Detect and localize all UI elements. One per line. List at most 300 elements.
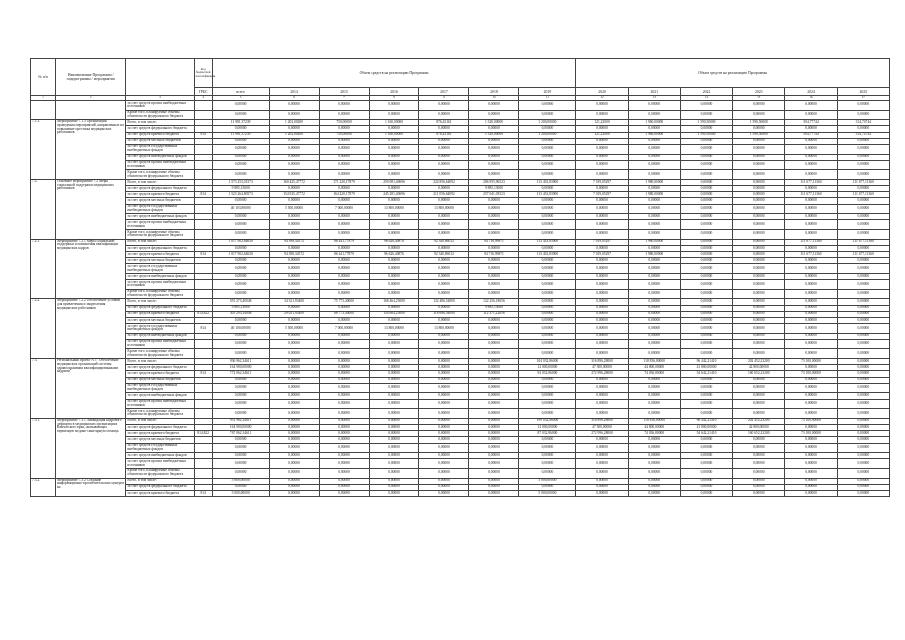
column-number: 3 <box>126 96 194 101</box>
header-name: Наименование Программы / подпрограммы / мероприятия <box>55 59 125 96</box>
amount-cell: 0,00000 <box>785 220 837 230</box>
amount-cell: 111 677,11360 <box>785 252 837 258</box>
amount-cell: 0,00000 <box>519 144 576 154</box>
amount-cell: 0,00000 <box>269 437 319 443</box>
amount-cell: 75 773,40000 <box>319 299 369 305</box>
funding-source: за счет средств внебюджетных фондов <box>126 453 194 459</box>
amount-cell: 154 664,25000 <box>369 311 419 317</box>
table-row <box>31 144 890 154</box>
amount-cell: 0,00000 <box>628 349 680 359</box>
amount-cell: 0,00000 <box>733 409 785 419</box>
amount-cell: 1 160,00000 <box>369 120 419 126</box>
amount-cell: 0,00000 <box>469 204 519 214</box>
amount-cell: 9 885,13000 <box>469 186 519 192</box>
header-year: 2021 <box>628 88 680 96</box>
amount-cell: 0,00000 <box>576 305 628 311</box>
table-row <box>31 383 890 393</box>
amount-cell: 0,00000 <box>628 468 680 478</box>
funding-source: за счет средств государственных внебюджетных фондов <box>126 383 194 393</box>
amount-cell: 0,00000 <box>680 459 732 469</box>
amount-cell: 0,00000 <box>680 324 732 334</box>
amount-cell: 0,00000 <box>269 333 319 339</box>
amount-cell: 0,00000 <box>733 214 785 220</box>
amount-cell: 104 032,86000 <box>519 359 576 365</box>
amount-cell: 111 677,11360 <box>837 252 889 258</box>
amount-cell: 772 062,34611 <box>212 371 269 377</box>
amount-cell: 0,00000 <box>419 186 469 192</box>
table-row <box>31 349 890 359</box>
amount-cell: 0,00000 <box>680 204 732 214</box>
amount-cell: 0,00000 <box>369 484 419 490</box>
amount-cell: 0,00000 <box>269 126 319 132</box>
table-row <box>31 399 890 409</box>
amount-cell: 0,00000 <box>269 468 319 478</box>
header-year: 2023 <box>733 88 785 96</box>
funding-source: за счет средств местных бюджетов <box>126 138 194 144</box>
amount-cell: 0,00000 <box>576 409 628 419</box>
amount-cell: 0,00000 <box>519 101 576 111</box>
amount-cell: 0,00000 <box>269 453 319 459</box>
table-row <box>31 230 890 240</box>
amount-cell: 0,00000 <box>469 144 519 154</box>
amount-cell: 0,00000 <box>419 198 469 204</box>
amount-cell: 199 032,86000 <box>519 418 576 424</box>
funding-source: за счет средств внебюджетных фондов <box>126 154 194 160</box>
amount-cell: 0,00000 <box>680 239 732 245</box>
amount-cell: 0,00000 <box>319 138 369 144</box>
amount-cell: 314,74744 <box>837 120 889 126</box>
funding-source: Всего, в том числе: <box>126 179 194 185</box>
amount-cell: 73 100,00000 <box>785 418 837 424</box>
table-row <box>31 264 890 274</box>
amount-cell: 0,00000 <box>519 399 576 409</box>
amount-cell: 0,00000 <box>469 160 519 170</box>
amount-cell: 0,00000 <box>319 490 369 496</box>
amount-cell: 0,00000 <box>469 339 519 349</box>
amount-cell: 111 677,11360 <box>837 239 889 245</box>
amount-cell: 0,00000 <box>628 280 680 290</box>
amount-cell: 0,00000 <box>837 359 889 365</box>
header-grbs: ГРБС <box>194 88 212 96</box>
amount-cell: 0,00000 <box>469 349 519 359</box>
amount-cell: 0,00000 <box>837 365 889 371</box>
amount-cell: 0,00000 <box>785 273 837 279</box>
amount-cell: 122 256,18656 <box>469 299 519 305</box>
amount-cell: 0,00000 <box>469 214 519 220</box>
amount-cell: 0,00000 <box>519 280 576 290</box>
amount-cell: 0,00000 <box>837 204 889 214</box>
amount-cell: 1 573 253,01573 <box>212 179 269 185</box>
amount-cell: 0,00000 <box>576 138 628 144</box>
amount-cell: 0,00000 <box>519 437 576 443</box>
amount-cell: 0,00000 <box>680 138 732 144</box>
amount-cell: 0,00000 <box>369 126 419 132</box>
amount-cell: 0,00000 <box>369 478 419 484</box>
amount-cell: 111 677,11360 <box>785 192 837 198</box>
header-year: 2018 <box>469 88 519 96</box>
amount-cell: 0,00000 <box>733 138 785 144</box>
amount-cell: 0,00000 <box>519 160 576 170</box>
amount-cell: 0,00000 <box>680 186 732 192</box>
budget-code <box>194 230 212 240</box>
amount-cell: 0,00000 <box>576 459 628 469</box>
funding-source: Всего, в том числе: <box>126 239 194 245</box>
amount-cell: 9 885,13000 <box>212 305 269 311</box>
amount-cell: 0,00000 <box>733 468 785 478</box>
amount-cell: 0,00000 <box>369 333 419 339</box>
amount-cell: 0,00000 <box>628 110 680 120</box>
amount-cell: 0,00000 <box>269 484 319 490</box>
amount-cell: 202 452,23200 <box>733 418 785 424</box>
funding-source: за счет средств прочих внебюджетных источников <box>126 339 194 349</box>
amount-cell: 0,00000 <box>212 393 269 399</box>
amount-cell: 0,00000 <box>785 186 837 192</box>
amount-cell: 0,00000 <box>628 317 680 323</box>
amount-cell: 0,00000 <box>469 399 519 409</box>
funding-source: за счет средств краевого бюджета <box>126 252 194 258</box>
amount-cell: 0,00000 <box>519 324 576 334</box>
amount-cell: 118 836,80000 <box>628 359 680 365</box>
amount-cell: 0,00000 <box>628 393 680 399</box>
amount-cell: 245 281,40696 <box>369 192 419 198</box>
amount-cell: 1 590,50000 <box>680 132 732 138</box>
amount-cell: 0,00000 <box>319 359 369 365</box>
amount-cell: 0,00000 <box>733 126 785 132</box>
budget-code <box>194 339 212 349</box>
amount-cell: 0,00000 <box>369 280 419 290</box>
amount-cell: 0,00000 <box>576 333 628 339</box>
amount-cell: 0,00000 <box>369 377 419 383</box>
amount-cell: 1 160,00000 <box>369 132 419 138</box>
budget-code <box>194 160 212 170</box>
measure-name: Основное мероприятие 7.2 Меры социальной поддержки медицинских работников <box>55 179 125 239</box>
amount-cell: 0,00000 <box>576 198 628 204</box>
row-number <box>31 101 56 120</box>
amount-cell: 0,00000 <box>369 459 419 469</box>
amount-cell: 0,00000 <box>369 245 419 251</box>
amount-cell: 224 856,64092 <box>419 179 469 185</box>
funding-source: за счет средств государственных внебюджетных фондов <box>126 144 194 154</box>
funding-source: за счет средств прочих внебюджетных источников <box>126 220 194 230</box>
amount-cell: 0,00000 <box>519 409 576 419</box>
amount-cell: 0,00000 <box>785 299 837 305</box>
amount-cell: 160 652,23200 <box>733 431 785 437</box>
amount-cell: 92 032,86000 <box>519 371 576 377</box>
funding-source: Всего, в том числе: <box>126 299 194 305</box>
amount-cell: 0,00000 <box>576 299 628 305</box>
amount-cell: 42 800,00000 <box>733 424 785 430</box>
amount-cell: 0,00000 <box>369 273 419 279</box>
amount-cell: 0,00000 <box>576 264 628 274</box>
budget-code <box>194 144 212 154</box>
amount-cell: 164 220,17879 <box>319 192 369 198</box>
amount-cell: 0,00000 <box>369 198 419 204</box>
funding-source: за счет средств государственных внебюджетных фондов <box>126 264 194 274</box>
table-row <box>31 459 890 469</box>
amount-cell: 0,00000 <box>369 431 419 437</box>
amount-cell: 0,00000 <box>576 383 628 393</box>
amount-cell: 0,00000 <box>269 186 319 192</box>
amount-cell: 0,00000 <box>469 490 519 496</box>
amount-cell: 0,00000 <box>680 258 732 264</box>
amount-cell: 0,00000 <box>319 399 369 409</box>
amount-cell: 0,00000 <box>419 349 469 359</box>
amount-cell: 0,00000 <box>519 245 576 251</box>
amount-cell: 0,00000 <box>469 359 519 365</box>
amount-cell: 931 962,34611 <box>212 418 269 424</box>
amount-cell: 96 626,40876 <box>369 239 419 245</box>
row-number: 7.2.1. <box>31 239 56 299</box>
amount-cell: 0,00000 <box>269 339 319 349</box>
amount-cell: 0,00000 <box>785 230 837 240</box>
amount-cell: 0,00000 <box>419 399 469 409</box>
header-no: № п/п <box>31 59 56 96</box>
amount-cell: 0,00000 <box>837 393 889 399</box>
amount-cell: 0,00000 <box>519 459 576 469</box>
amount-cell: 0,00000 <box>837 324 889 334</box>
amount-cell: 0,00000 <box>469 333 519 339</box>
amount-cell: 0,00000 <box>519 393 576 399</box>
amount-cell: 0,00000 <box>733 443 785 453</box>
amount-cell: 0,00000 <box>269 431 319 437</box>
amount-cell: 7 000,00000 <box>319 324 369 334</box>
amount-cell: 0,00000 <box>319 245 369 251</box>
amount-cell: 0,00000 <box>269 264 319 274</box>
amount-cell: 92 340,86012 <box>419 239 469 245</box>
amount-cell: 13 800,00000 <box>419 324 469 334</box>
amount-cell: 0,00000 <box>319 409 369 419</box>
amount-cell: 272 996,28000 <box>576 371 628 377</box>
table-row <box>31 289 890 299</box>
amount-cell: 94 716,99871 <box>469 252 519 258</box>
amount-cell: 0,00000 <box>680 110 732 120</box>
amount-cell: 0,00000 <box>319 453 369 459</box>
amount-cell: 0,00000 <box>837 468 889 478</box>
amount-cell: 164 900,00000 <box>212 365 269 371</box>
amount-cell: 0,00000 <box>628 273 680 279</box>
amount-cell: 0,00000 <box>319 101 369 111</box>
amount-cell: 9 885,13000 <box>469 305 519 311</box>
amount-cell: 0,00000 <box>212 214 269 220</box>
amount-cell: 0,00000 <box>212 289 269 299</box>
amount-cell: 0,00000 <box>733 170 785 180</box>
amount-cell: 87 032,86000 <box>519 431 576 437</box>
amount-cell: 0,00000 <box>837 289 889 299</box>
amount-cell: 0,00000 <box>733 239 785 245</box>
amount-cell: 0,00000 <box>733 339 785 349</box>
amount-cell: 0,00000 <box>576 101 628 111</box>
amount-cell: 0,00000 <box>369 289 419 299</box>
amount-cell: 0,00000 <box>419 443 469 453</box>
budget-code <box>194 468 212 478</box>
amount-cell: 0,00000 <box>837 490 889 496</box>
amount-cell: 0,00000 <box>269 359 319 365</box>
amount-cell: 0,00000 <box>419 459 469 469</box>
amount-cell: 0,00000 <box>419 409 469 419</box>
amount-cell: 0,00000 <box>419 170 469 180</box>
amount-cell: 0,00000 <box>733 478 785 484</box>
amount-cell: 0,00000 <box>576 311 628 317</box>
table-row <box>31 170 890 180</box>
amount-cell: 257 041,03523 <box>469 192 519 198</box>
amount-cell: 0,00000 <box>469 273 519 279</box>
amount-cell: 0,00000 <box>628 399 680 409</box>
amount-cell: 0,00000 <box>785 317 837 323</box>
row-number: 7.2. <box>31 179 56 239</box>
amount-cell: 7 000,00000 <box>319 204 369 214</box>
funding-source: за счет средств государственных внебюджетных фондов <box>126 443 194 453</box>
amount-cell: 11 981,37239 <box>212 120 269 126</box>
amount-cell: 0,00000 <box>269 220 319 230</box>
amount-cell: 0,00000 <box>212 377 269 383</box>
amount-cell: 0,00000 <box>680 230 732 240</box>
amount-cell: 0,00000 <box>319 468 369 478</box>
amount-cell: 0,00000 <box>269 409 319 419</box>
amount-cell: 0,00000 <box>269 154 319 160</box>
amount-cell: 0,00000 <box>837 273 889 279</box>
amount-cell: 0,00000 <box>785 170 837 180</box>
amount-cell: 0,00000 <box>519 154 576 160</box>
amount-cell: 0,00000 <box>576 170 628 180</box>
amount-cell: 118 836,80000 <box>628 418 680 424</box>
amount-cell: 0,00000 <box>369 186 419 192</box>
amount-cell: 0,00000 <box>469 365 519 371</box>
header-total-group: Объем средств на реализацию Программы <box>212 59 576 88</box>
amount-cell: 0,00000 <box>419 478 469 484</box>
amount-cell: 0,00000 <box>319 230 369 240</box>
amount-cell: 0,00000 <box>519 317 576 323</box>
amount-cell: 0,00000 <box>680 443 732 453</box>
budget-code <box>194 443 212 453</box>
budget-code: 814,822 <box>194 431 212 437</box>
amount-cell: 0,00000 <box>212 459 269 469</box>
budget-code: 814 <box>194 371 212 377</box>
amount-cell: 96 626,40876 <box>369 252 419 258</box>
amount-cell: 111 677,11360 <box>837 179 889 185</box>
amount-cell: 0,00000 <box>733 220 785 230</box>
amount-cell: 0,00000 <box>469 126 519 132</box>
amount-cell: 0,00000 <box>319 280 369 290</box>
amount-cell: 0,00000 <box>837 101 889 111</box>
budget-code <box>194 204 212 214</box>
amount-cell: 0,00000 <box>785 198 837 204</box>
amount-cell: 1 200,00000 <box>519 120 576 126</box>
amount-cell: 0,00000 <box>628 324 680 334</box>
amount-cell: 0,00000 <box>837 424 889 430</box>
amount-cell: 0,00000 <box>733 349 785 359</box>
amount-cell: 0,00000 <box>212 245 269 251</box>
amount-cell: 0,00000 <box>369 305 419 311</box>
amount-cell: 0,00000 <box>680 399 732 409</box>
amount-cell: 0,00000 <box>680 393 732 399</box>
funding-source: за счет средств краевого бюджета <box>126 431 194 437</box>
amount-cell: 750,00000 <box>319 120 369 126</box>
amount-cell: 0,00000 <box>369 409 419 419</box>
amount-cell: 0,00000 <box>785 144 837 154</box>
amount-cell: 1 590,50000 <box>733 120 785 126</box>
funding-source: за счет средств местных бюджетов <box>126 377 194 383</box>
amount-cell: 0,00000 <box>519 305 576 311</box>
amount-cell: 0,00000 <box>733 204 785 214</box>
amount-cell: 0,00000 <box>733 484 785 490</box>
amount-cell: 0,00000 <box>733 299 785 305</box>
amount-cell: 113 433,83900 <box>519 179 576 185</box>
amount-cell: 0,00000 <box>628 299 680 305</box>
amount-cell: 0,00000 <box>519 443 576 453</box>
amount-cell: 0,00000 <box>519 383 576 393</box>
amount-cell: 505 293,34048 <box>212 311 269 317</box>
measure-name: Мероприятие 7.1.3 Организация проведения мероприятий, направленных на повышение престижа медицинских работников <box>55 120 125 180</box>
amount-cell: 0,00000 <box>680 339 732 349</box>
amount-cell: 504,77744 <box>785 120 837 126</box>
amount-cell: 0,00000 <box>837 478 889 484</box>
amount-cell: 0,00000 <box>519 349 576 359</box>
amount-cell: 0,00000 <box>628 484 680 490</box>
amount-cell: 160 652,23200 <box>733 371 785 377</box>
amount-cell: 0,00000 <box>628 101 680 111</box>
amount-cell: 0,00000 <box>733 399 785 409</box>
amount-cell: 0,00000 <box>680 383 732 393</box>
amount-cell: 0,00000 <box>212 258 269 264</box>
budget-code <box>194 409 212 419</box>
amount-cell: 0,00000 <box>785 126 837 132</box>
amount-cell: 0,00000 <box>469 484 519 490</box>
amount-cell: 1 980,00000 <box>628 252 680 258</box>
amount-cell: 0,00000 <box>785 245 837 251</box>
amount-cell: 0,00000 <box>319 170 369 180</box>
amount-cell: 0,00000 <box>212 154 269 160</box>
amount-cell: 0,00000 <box>733 317 785 323</box>
amount-cell: 0,00000 <box>319 214 369 220</box>
amount-cell: 0,00000 <box>519 333 576 339</box>
amount-cell: 7 019,05297 <box>576 239 628 245</box>
amount-cell: 0,00000 <box>680 245 732 251</box>
amount-cell: 0,00000 <box>469 418 519 424</box>
amount-cell: 0,00000 <box>628 144 680 154</box>
amount-cell: 0,00000 <box>628 245 680 251</box>
amount-cell: 0,00000 <box>576 484 628 490</box>
amount-cell: 0,00000 <box>628 478 680 484</box>
amount-cell: 0,00000 <box>269 459 319 469</box>
amount-cell: 0,00000 <box>628 138 680 144</box>
amount-cell: 0,00000 <box>319 273 369 279</box>
funding-source: Всего, в том числе: <box>126 418 194 424</box>
amount-cell: 0,00000 <box>519 230 576 240</box>
amount-cell: 0,00000 <box>269 443 319 453</box>
row-number: 7.1.3. <box>31 120 56 180</box>
amount-cell: 0,00000 <box>319 371 369 377</box>
amount-cell: 0,00000 <box>212 273 269 279</box>
amount-cell: 0,00000 <box>785 333 837 339</box>
amount-cell: 0,00000 <box>837 258 889 264</box>
amount-cell: 0,00000 <box>369 393 419 399</box>
amount-cell: 0,00000 <box>785 160 837 170</box>
amount-cell: 0,00000 <box>733 264 785 274</box>
amount-cell: 0,00000 <box>269 349 319 359</box>
amount-cell: 0,00000 <box>785 424 837 430</box>
amount-cell: 0,00000 <box>419 333 469 339</box>
amount-cell: 0,00000 <box>785 258 837 264</box>
funding-source: за счет средств внебюджетных фондов <box>126 333 194 339</box>
amount-cell: 0,00000 <box>733 324 785 334</box>
budget-code <box>194 280 212 290</box>
amount-cell: 0,00000 <box>680 484 732 490</box>
header-year: 2015 <box>319 88 369 96</box>
amount-cell: 0,00000 <box>519 110 576 120</box>
amount-cell: 0,00000 <box>733 101 785 111</box>
amount-cell: 0,00000 <box>212 198 269 204</box>
amount-cell: 0,00000 <box>519 214 576 220</box>
